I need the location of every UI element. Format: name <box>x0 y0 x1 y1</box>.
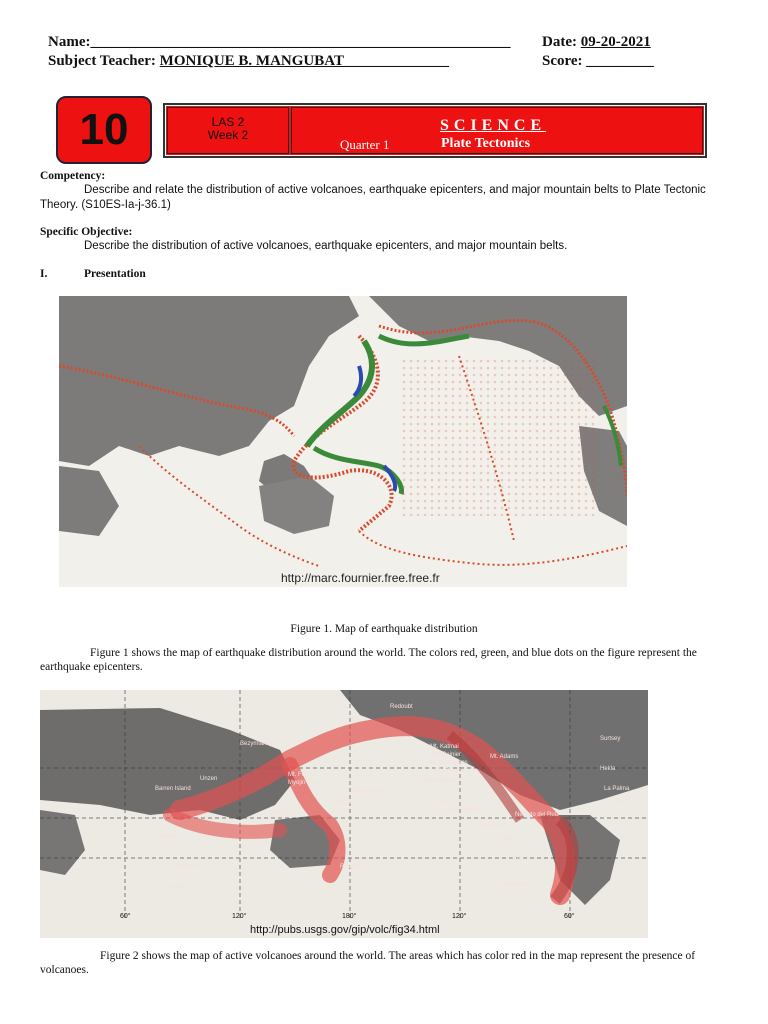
teacher-field <box>48 53 449 70</box>
week-label: Week 2 <box>207 128 249 142</box>
axis-label-4: 120° <box>452 913 467 920</box>
figure2-description: Figure 2 shows the map of active volcanoes around the world. The areas which has color red in the map represent the presence of volcanoes. <box>40 950 696 976</box>
score-label: Score: <box>542 53 583 69</box>
quarter-label: Quarter 1 <box>340 137 390 152</box>
las-label: LAS 2 <box>211 115 245 129</box>
score-field[interactable] <box>542 53 654 70</box>
volcano-map <box>40 690 648 938</box>
label-ulawun: Ulawun <box>270 811 291 817</box>
label-nevado: Nevado del Ruiz <box>515 812 560 818</box>
grade-badge <box>56 96 152 164</box>
label-heard: Heard <box>170 884 187 890</box>
label-deception: Deception <box>500 882 528 888</box>
label-fogo: Fogo <box>610 798 624 804</box>
label-redoubt: Redoubt <box>390 704 413 710</box>
topic-label: Plate Tectonics <box>441 136 531 151</box>
label-shasta: Mt. Shasta <box>435 768 464 774</box>
figure2-watermark: http://pubs.usgs.gov/gip/volc/fig34.html <box>250 924 440 936</box>
label-tambora: Tambora <box>175 864 199 870</box>
section-number: I. <box>40 268 48 280</box>
figure1-watermark: http://marc.fournier.free.free.fr <box>281 571 440 585</box>
competency-block <box>40 169 730 213</box>
section-title: Presentation <box>84 268 146 280</box>
label-el-misti: El Misti <box>498 836 518 842</box>
competency-label: Competency: <box>40 170 106 182</box>
teacher-value: MONIQUE B. MANGUBAT <box>159 53 344 69</box>
volcano-map-graphic <box>40 690 648 938</box>
name-field[interactable] <box>48 34 510 51</box>
las-cell <box>167 107 289 154</box>
competency-text: Describe and relate the distribution of active volcanoes, earthquake epicenters, and major mountain belts to Plate Tectonic Theory. (S10ES-Ia-j-36.1) <box>40 184 706 211</box>
label-surtsey: Surtsey <box>600 736 621 742</box>
label-paricutin: Paricutin <box>435 799 459 805</box>
objective-label: Specific Objective: <box>40 226 133 238</box>
label-la-palma: La Palma <box>604 786 630 792</box>
scattered-quakes <box>399 356 599 516</box>
date-value: 09-20-2021 <box>580 34 651 50</box>
subject-title: SCIENCE <box>440 117 547 134</box>
earthquake-map <box>59 296 627 587</box>
label-cotopaxi: Cotopaxi <box>480 822 504 828</box>
teacher-line: ______________ <box>343 53 449 69</box>
date-field <box>542 34 651 51</box>
teacher-label: Subject Teacher: <box>48 53 156 69</box>
label-hekla: Hekla <box>600 766 616 772</box>
label-barren: Barren Island <box>155 786 191 792</box>
grade-number: 10 <box>79 105 129 154</box>
figure1-caption: Figure 1. Map of earthquake distribution <box>290 623 478 635</box>
label-rainier: Mt. Rainier <box>432 752 462 758</box>
name-label: Name: <box>48 34 91 50</box>
label-mauna-loa: Mauna Loa <box>352 788 383 794</box>
axis-label-5: 60° <box>564 913 575 920</box>
objective-text: Describe the distribution of active volcanoes, earthquake epicenters, and major mountain belts. <box>84 240 568 252</box>
label-adams: Mt. Adams <box>490 754 519 760</box>
label-kilauea: Kilauea <box>336 800 357 806</box>
label-myojin: Myojin-sho <box>288 780 318 786</box>
axis-label-2: 120° <box>232 913 247 920</box>
figure1-description: Figure 1 shows the map of earthquake distribution around the world. The colors red, green, and blue dots on the figure represent the earthquake epicenters. <box>40 647 697 673</box>
label-katmai: Mt. Katmai <box>430 744 459 750</box>
label-fuji: Mt. Fuji <box>288 772 308 778</box>
label-krakatau: Krakatau <box>158 834 183 840</box>
label-azul: Azul <box>512 856 524 862</box>
earthquake-map-graphic <box>59 296 627 587</box>
name-line: ________________________________________________________ <box>90 34 511 50</box>
label-unzen: Unzen <box>200 776 218 782</box>
label-lassen: Lassen Peak <box>420 778 455 784</box>
label-ruapehu: Ruapehu <box>340 864 365 870</box>
label-cerro-negro: Cerro Negro <box>445 807 479 813</box>
score-line: _________ <box>586 53 654 69</box>
date-label: Date: <box>542 34 577 50</box>
axis-label-1: 60° <box>120 913 131 920</box>
subject-cell <box>291 107 703 154</box>
axis-label-3: 180° <box>342 913 357 920</box>
objective-block <box>40 225 730 254</box>
subject-banner <box>163 103 707 158</box>
label-bezymianny: Bezymianny <box>240 741 273 747</box>
label-st-helens: Mt. St. Helens <box>430 760 468 766</box>
